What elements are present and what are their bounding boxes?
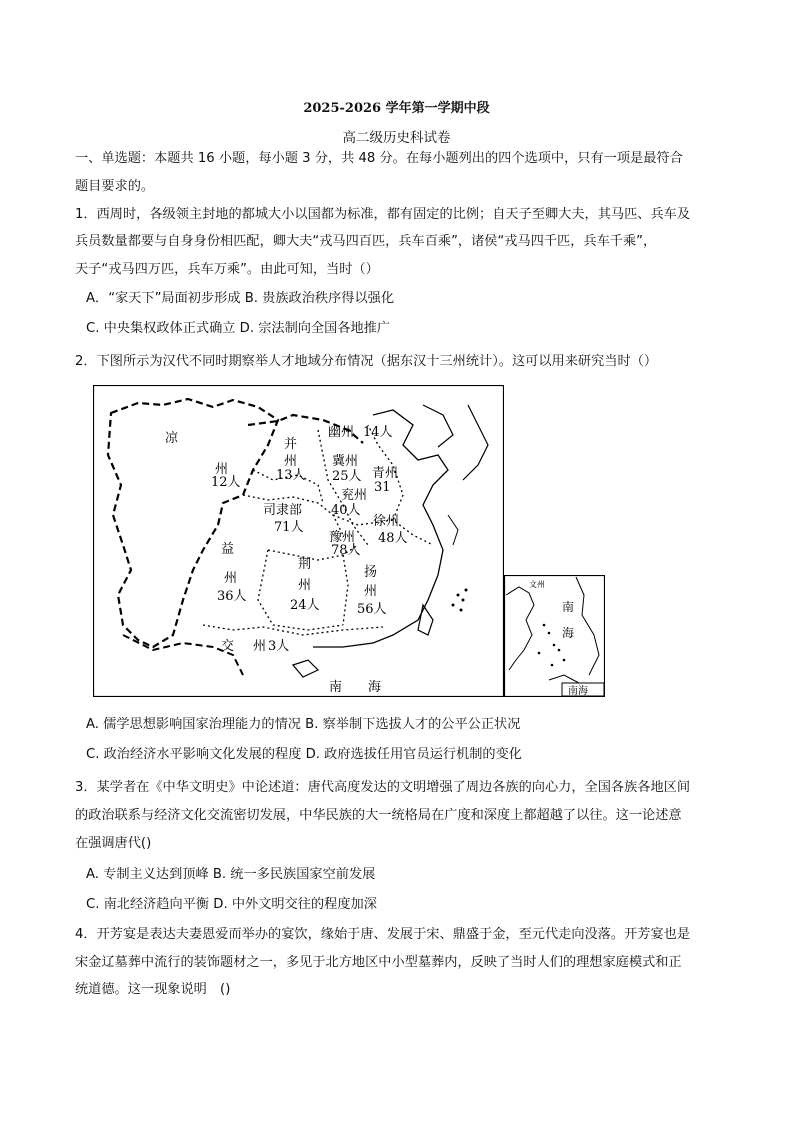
region-ji: 冀州: [332, 454, 359, 469]
region-jing-1: 荆: [298, 557, 312, 572]
south-sea-inset-map: [504, 575, 605, 697]
region-sili: 司隶部: [263, 503, 303, 518]
region-yi-2: 州: [224, 571, 238, 586]
count-xu: 48人: [378, 531, 408, 546]
q4-line-3: 统道德。这一现象说明 (): [75, 982, 231, 997]
region-jiao-2: 州: [253, 639, 267, 654]
q2-line: 2．下图所示为汉代不同时期察举人才地域分布情况（据东汉十三州统计）。这可以用来研究当时（）: [75, 354, 658, 369]
inset-wenzhou: 文州: [529, 580, 545, 589]
region-qing: 青州: [372, 466, 399, 481]
q1-options-cd: C. 中央集权政体正式确立 D. 宗法制向全国各地推广: [86, 321, 391, 336]
region-yi-1: 益: [221, 542, 235, 557]
q3-options-ab: A. 专制主义达到顶峰 B. 统一多民族国家空前发展: [86, 867, 376, 882]
q1-options-ab: A．“家天下”局面初步形成 B. 贵族政治秩序得以强化: [86, 291, 395, 306]
count-jing: 24人: [290, 598, 320, 613]
count-yan: 40人: [331, 503, 361, 518]
count-you: 14人: [363, 425, 393, 440]
region-liang-2: 州: [215, 462, 229, 477]
q2-options-ab: A. 儒学思想影响国家治理能力的情况 B. 察举制下选拔人才的公平公正状况: [86, 717, 521, 732]
q3-line-2: 的政治联系与经济文化交流密切发展，中华民族的大一统格局在广度和深度上都超越了以往。这一论述意: [75, 808, 682, 823]
exam-subtitle: 高二级历史科试卷: [342, 130, 451, 146]
inset-nan: 南: [562, 600, 575, 614]
exam-title: 2025-2026 学年第一学期中段: [303, 101, 490, 116]
region-you: 幽州: [328, 425, 355, 440]
section-instruction-1: 一、单选题：本题共 16 小题，每小题 3 分，共 48 分。在每小题列出的四个选项中，只有一项是最符合: [75, 151, 683, 166]
q3-line-1: 3．某学者在《中华文明史》中论述道：唐代高度发达的文明增强了周边各族的向心力，全国各族各地区间: [75, 780, 691, 795]
region-xu: 徐州: [373, 514, 400, 529]
count-ji: 25人: [332, 469, 362, 484]
section-instruction-2: 题目要求的。: [75, 179, 155, 194]
sea-label: 南 海: [329, 680, 382, 695]
region-jiao: 交: [221, 639, 235, 654]
region-bing-2: 州: [284, 454, 298, 469]
q1-line-1: 1．西周时，各级领主封地的都城大小以国都为标准，都有固定的比例；自天子至卿大夫，其马匹、兵车及: [75, 207, 691, 222]
count-jiao: 3人: [268, 639, 290, 654]
region-liang: 凉: [165, 431, 179, 446]
inset-label: 南海: [568, 686, 588, 697]
count-yi: 36人: [217, 589, 247, 604]
region-yu: 豫州: [329, 530, 356, 545]
count-yu: 78人: [331, 543, 361, 558]
region-yang-2: 州: [364, 584, 378, 599]
count-bing: 13人: [276, 468, 306, 483]
inset-hai: 海: [562, 626, 575, 640]
q1-line-3: 天子“戎马四万匹，兵车万乘”。由此可知，当时（）: [75, 262, 379, 277]
q1-line-2: 兵员数量都要与自身身份相匹配，卿大夫“戎马四百匹，兵车百乘”，诸侯“戎马四千匹，兵车千乘”，: [75, 234, 657, 249]
q3-options-cd: C. 南北经济趋向平衡 D. 中外文明交往的程度加深: [86, 897, 377, 912]
count-qing: 31: [374, 480, 391, 495]
count-sili: 71人: [274, 520, 304, 535]
q4-line-2: 宋金辽墓葬中流行的装饰题材之一，多见于北方地区中小型墓葬内，反映了当时人们的理想家庭模式和正: [75, 955, 682, 970]
q2-options-cd: C. 政治经济水平影响文化发展的程度 D. 政府选拔任用官员运行机制的变化: [86, 747, 522, 762]
han-talent-map: [93, 385, 504, 697]
region-yan: 兖州: [341, 488, 368, 503]
q4-line-1: 4．开芳宴是表达夫妻恩爱而举办的宴饮，缘始于唐、发展于宋、鼎盛于金，至元代走向没落。开芳宴也是: [75, 927, 691, 942]
region-jing-2: 州: [298, 578, 312, 593]
region-yang-1: 扬: [364, 565, 378, 580]
count-yang: 56人: [357, 602, 387, 617]
region-bing-1: 并: [284, 437, 298, 452]
count-liang: 12人: [211, 475, 241, 490]
q3-line-3: 在强调唐代(): [75, 836, 152, 851]
